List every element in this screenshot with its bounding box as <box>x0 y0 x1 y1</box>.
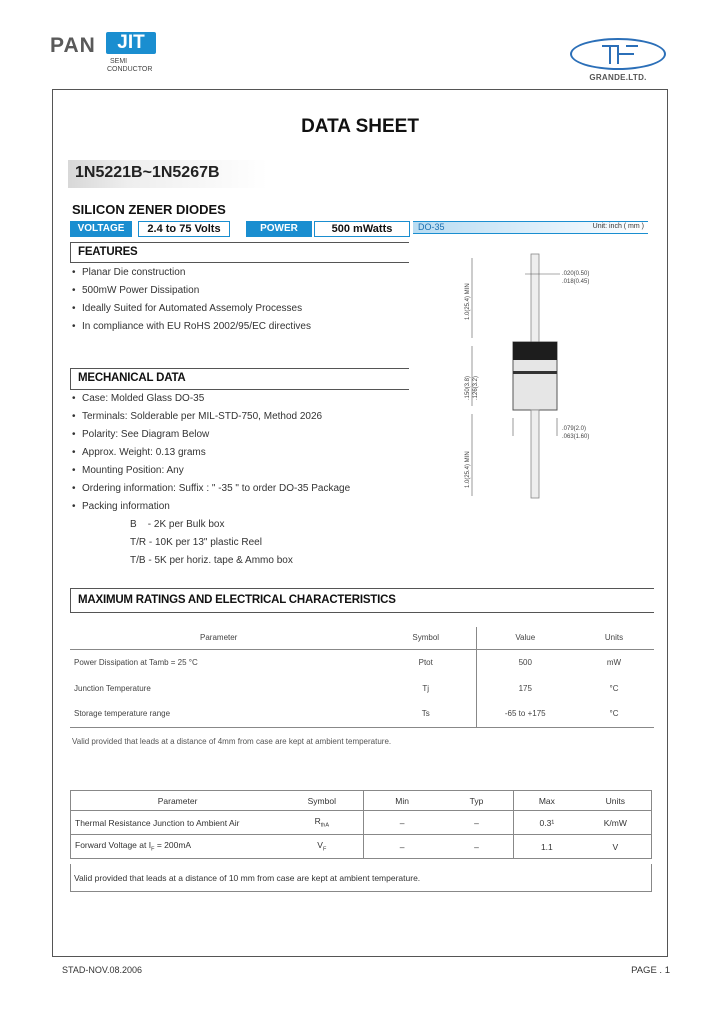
column-header: Value <box>476 627 574 649</box>
list-item: • Approx. Weight: 0.13 grams <box>72 444 472 462</box>
mechanical-rule-top <box>70 368 409 369</box>
column-header: Symbol <box>280 791 364 811</box>
list-item: T/B - 5K per horiz. tape & Ammo box <box>130 555 293 566</box>
table-cell: mW <box>606 657 622 667</box>
bullet-icon: • <box>72 447 76 458</box>
bullet-icon: • <box>72 483 76 494</box>
table-header-row <box>70 627 654 649</box>
lead-top <box>531 254 539 342</box>
lead-bottom <box>531 410 539 498</box>
dim-lead-dia-2: .018(0.45) <box>562 279 590 285</box>
table-cell: 175 <box>476 675 574 701</box>
max-ratings-table <box>70 627 654 728</box>
list-item: B - 2K per Bulk box <box>130 519 225 530</box>
features-list <box>72 264 412 336</box>
table-cell: Ptot <box>418 657 433 667</box>
column-header: Typ <box>440 791 514 811</box>
logo-subtext-conductor: CONDUCTOR <box>107 66 153 73</box>
mechanical-list <box>72 390 472 516</box>
features-rule-bottom <box>70 262 409 263</box>
table-cell: °C <box>574 701 654 727</box>
bullet-icon: • <box>72 429 76 440</box>
table-cell: Forward Voltage at $I_F = 200mA$ <box>71 835 281 859</box>
table-cell: Storage temperature range <box>70 701 376 727</box>
features-heading: FEATURES <box>78 246 138 258</box>
list-item: • Packing information <box>72 498 472 516</box>
table-cell: 1.1 <box>514 835 580 859</box>
table-cell: K/mW <box>580 811 652 835</box>
table-cell: °C <box>609 683 619 693</box>
list-item: • Terminals: Solderable per MIL-STD-750, Method 2026 <box>72 408 472 426</box>
list-item: • 500mW Power Dissipation <box>72 282 412 300</box>
bullet-icon: • <box>72 411 76 422</box>
document-code: STAD-NOV.08.2006 <box>62 965 143 975</box>
dim-lead-len-top: 1.0(25.4) MIN <box>465 283 471 320</box>
ratings-heading: MAXIMUM RATINGS AND ELECTRICAL CHARACTERISTICS <box>78 594 396 606</box>
bullet-icon: • <box>72 393 76 404</box>
bullet-icon: • <box>72 321 76 332</box>
package-unit: Unit: inch ( mm ) <box>592 223 644 230</box>
column-header: Units <box>580 791 652 811</box>
dim-lead-dia-1: .020(0.50) <box>562 271 590 277</box>
package-name: DO-35 <box>418 222 445 232</box>
column-header: Symbol <box>376 627 476 649</box>
power-label: POWER <box>246 221 312 237</box>
page-title: DATA SHEET <box>301 116 419 137</box>
electrical-characteristics-table <box>70 790 652 859</box>
page-number: PAGE . 1 <box>631 965 670 976</box>
table-cell: $R_{thA}$ <box>280 811 364 835</box>
table-cell: 0.3¹ <box>514 811 580 835</box>
grande-mark-icon <box>572 40 664 68</box>
bullet-icon: • <box>72 303 76 314</box>
table-cell: – <box>440 835 514 859</box>
list-item: • Case: Molded Glass DO-35 <box>72 390 472 408</box>
logo-subtext-semi: SEMI <box>110 58 128 65</box>
dim-body-len-1: .150(3.8) <box>465 375 471 400</box>
list-item: • Ideally Suited for Automated Assemoly Processes <box>72 300 412 318</box>
grande-oval-icon <box>570 38 666 70</box>
table-cell: Thermal Resistance Junction to Ambient Air <box>71 811 281 835</box>
column-header: Parameter <box>70 627 376 649</box>
frame-divider <box>52 956 668 957</box>
table-row <box>70 675 654 701</box>
table-cell: – <box>440 811 514 835</box>
list-item: T/R - 10K per 13" plastic Reel <box>130 537 262 548</box>
voltage-value: 2.4 to 75 Volts <box>138 221 230 237</box>
dim-lead-len-bottom: 1.0(25.4) MIN <box>465 451 471 488</box>
table-cell: V <box>580 835 652 859</box>
bullet-icon: • <box>72 465 76 476</box>
dim-body-dia-2: .063(1.60) <box>562 434 590 440</box>
logo-brand-main: PAN <box>50 34 96 57</box>
table-row <box>70 649 654 675</box>
dim-body-len-2: .126(3.2) <box>473 375 479 400</box>
list-item: • Mounting Position: Any <box>72 462 472 480</box>
ratings-rule-side <box>70 588 71 613</box>
features-rule-side <box>70 242 71 263</box>
table-cell: – <box>364 835 440 859</box>
product-title: SILICON ZENER DIODES <box>72 202 226 217</box>
cathode-band-icon <box>513 342 557 360</box>
body-stripe <box>513 371 557 374</box>
bullet-icon: • <box>72 267 76 278</box>
electrical-footnote: Valid provided that leads at a distance of 10 mm from case are kept at ambient temperature. <box>74 873 421 883</box>
table-row <box>71 811 652 835</box>
table-row <box>70 701 654 727</box>
column-header: Parameter <box>71 791 281 811</box>
table-row <box>71 835 652 859</box>
mechanical-rule-side <box>70 368 71 390</box>
bullet-icon: • <box>72 285 76 296</box>
column-header: Max <box>514 791 580 811</box>
list-item: • Planar Die construction <box>72 264 412 282</box>
table-cell: -65 to +175 <box>476 701 574 727</box>
table-cell: $V_F$ <box>280 835 364 859</box>
dim-body-dia-1: .079(2.0) <box>562 426 587 432</box>
table-cell: Junction Temperature <box>74 683 151 693</box>
features-rule-top <box>70 242 409 243</box>
table-cell: 500 <box>476 649 574 675</box>
ratings-rule-bottom <box>70 612 654 613</box>
table-cell: Power Dissipation at Tamb = 25 °C <box>74 657 198 667</box>
list-item: • In compliance with EU RoHS 2002/95/EC directives <box>72 318 412 336</box>
grande-text: GRANDE.LTD. <box>589 73 647 82</box>
column-header: Units <box>574 627 654 649</box>
list-item: • Polarity: See Diagram Below <box>72 426 472 444</box>
column-header: Min <box>364 791 440 811</box>
part-number: 1N5221B~1N5267B <box>75 164 220 181</box>
packing-list <box>130 516 430 570</box>
table-header-row <box>71 791 652 811</box>
table-cell: Tj <box>422 683 430 693</box>
mechanical-heading: MECHANICAL DATA <box>78 372 186 384</box>
voltage-label: VOLTAGE <box>70 221 132 237</box>
ratings-footnote: Valid provided that leads at a distance of 4mm from case are kept at ambient temperature. <box>72 737 392 746</box>
grande-logo <box>568 38 668 86</box>
table-cell: – <box>364 811 440 835</box>
do35-outline-drawing <box>420 240 650 510</box>
list-item: • Ordering information: Suffix : " -35 " to order DO-35 Package <box>72 480 472 498</box>
ratings-rule-top <box>70 588 654 589</box>
power-value: 500 mWatts <box>314 221 410 237</box>
panjit-logo <box>50 32 160 77</box>
bullet-icon: • <box>72 501 76 512</box>
logo-brand-accent: JIT <box>106 32 156 54</box>
table-cell: Ts <box>376 701 476 727</box>
